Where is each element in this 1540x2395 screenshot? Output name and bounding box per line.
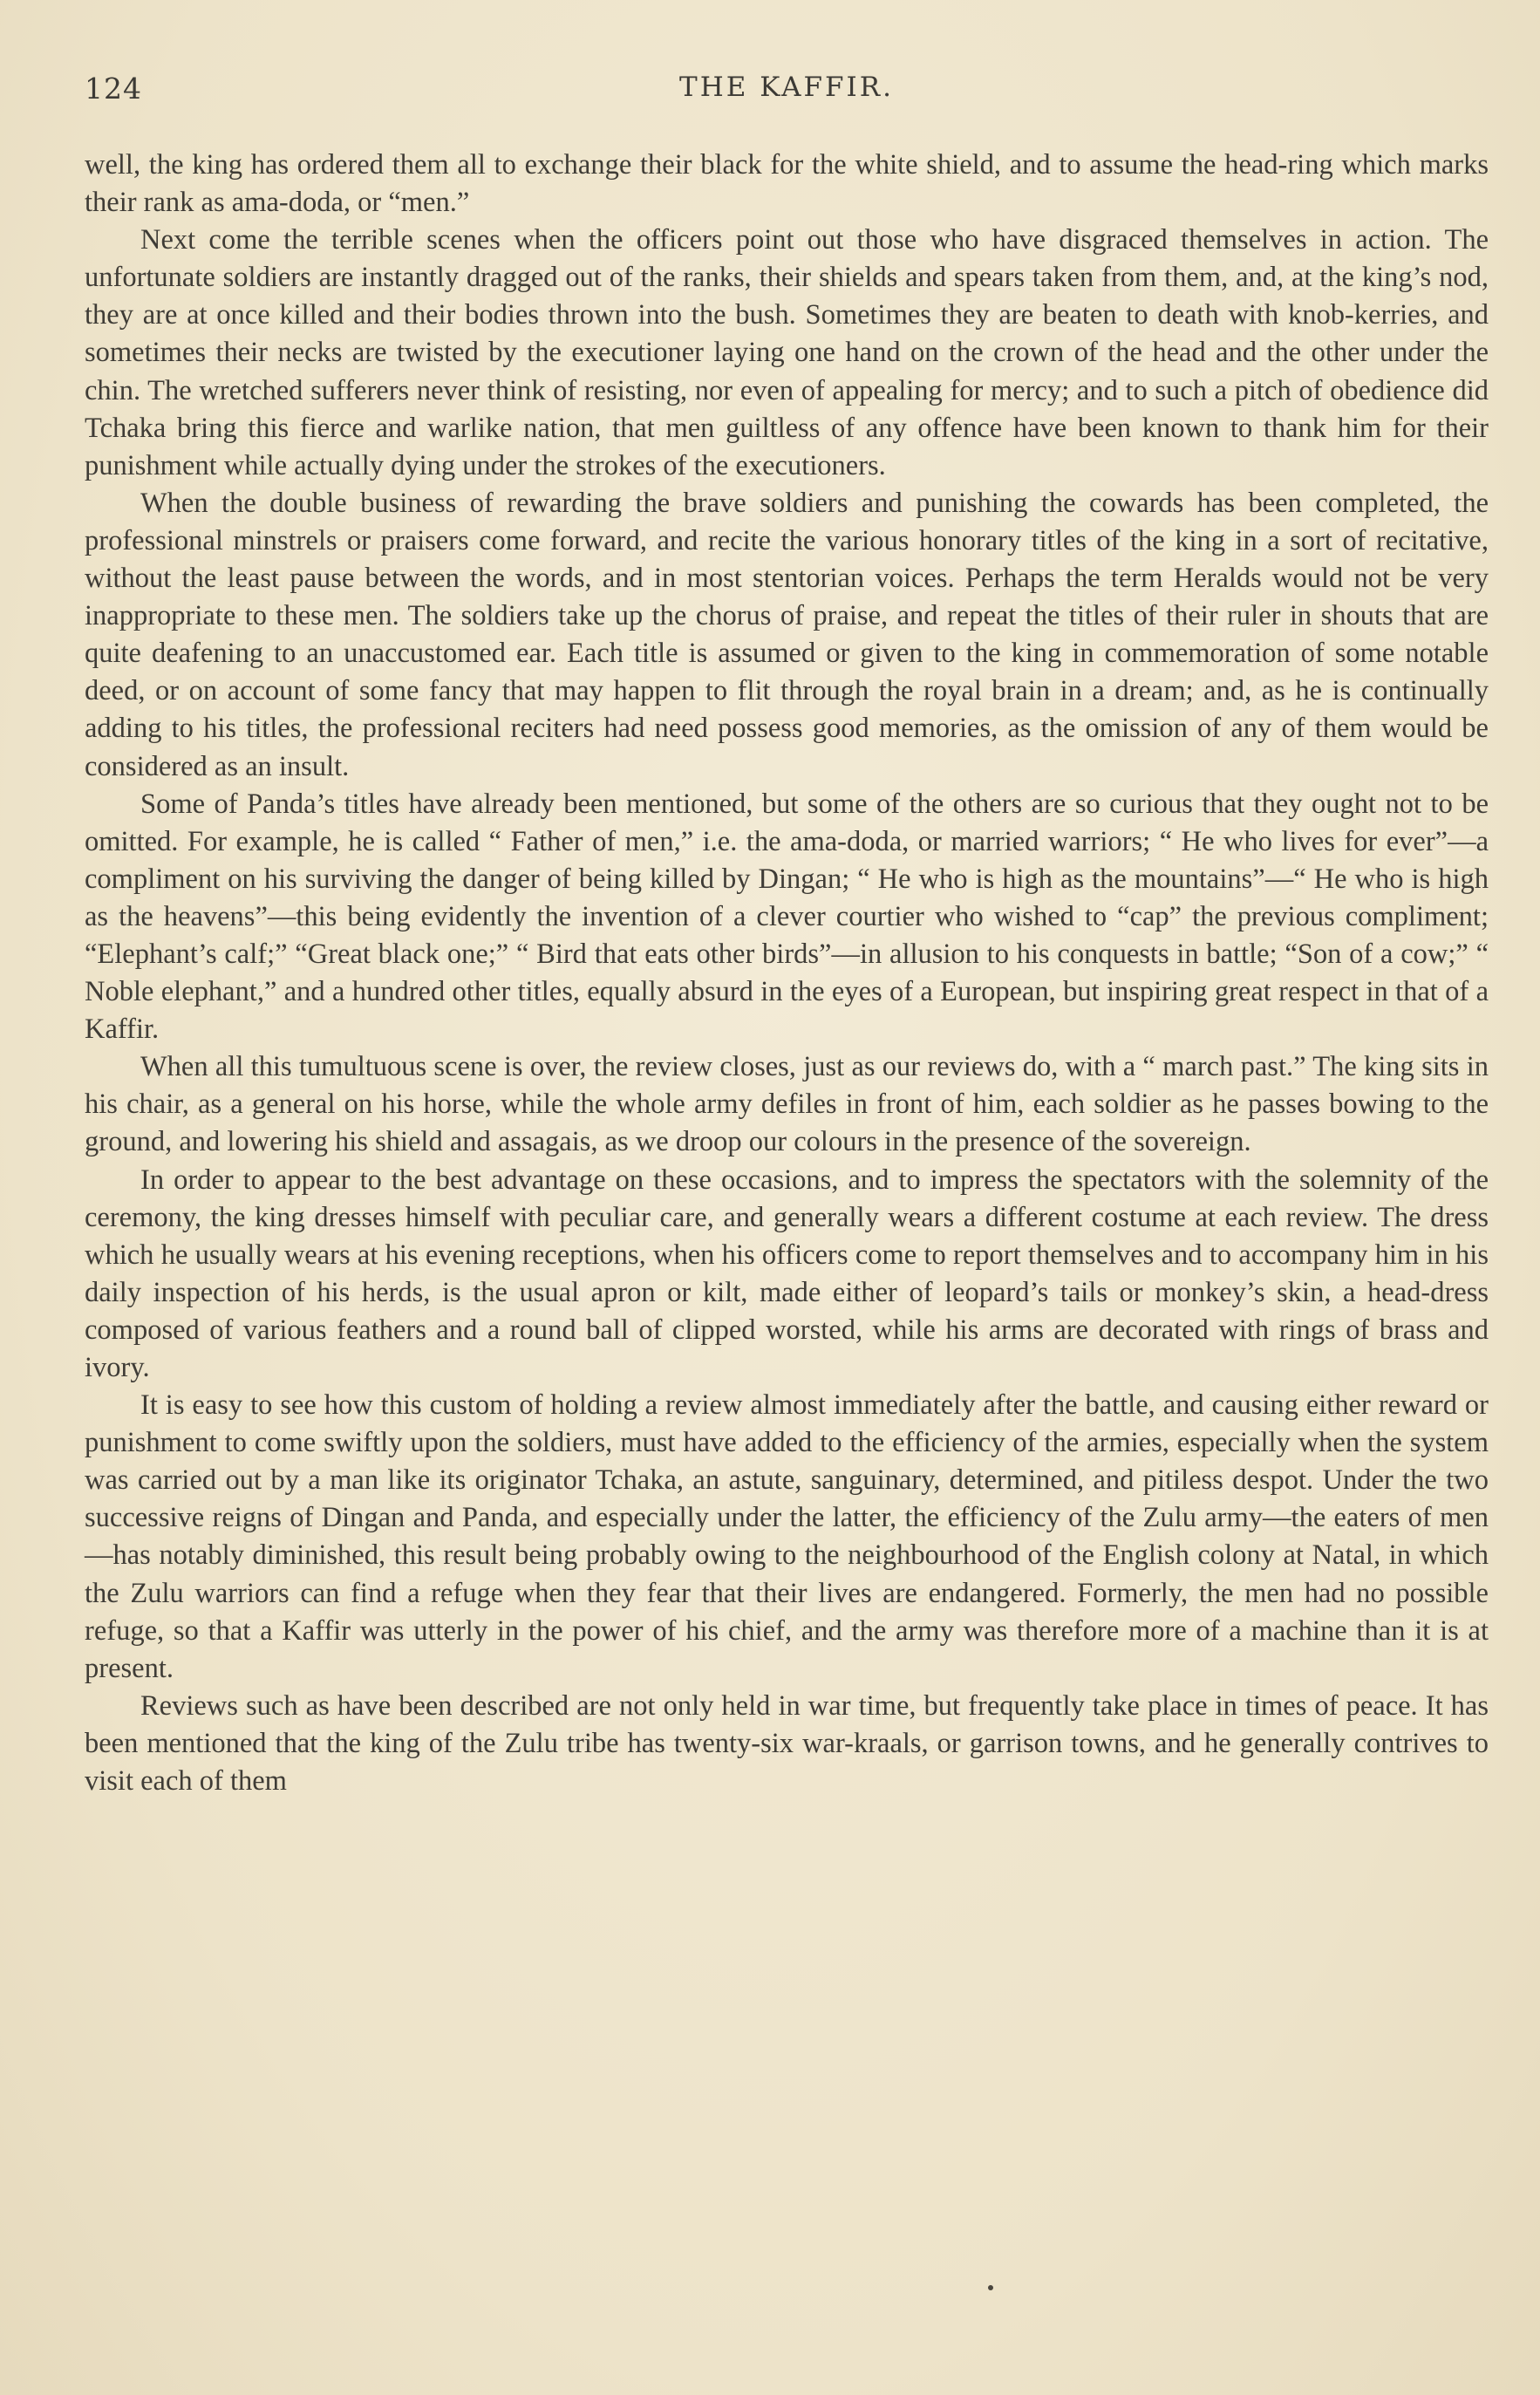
- paragraph: When the double business of rewarding the brave soldiers and punishing the cowards has been completed, the professional minstrels or praisers come forward, and recite the various honorary titles of the king in a sort of recitative, without the least pause between the words, and in most stentorian voices. Perhaps the term Heralds would not be very inappropriate to these men. The soldiers take up the chorus of praise, and repeat the titles of their ruler in shouts that are quite deafening to an unaccustomed ear. Each title is assumed or given to the king in commemoration of some notable deed, or on account of some fancy that may happen to flit through the royal brain in a dream; and, as he is continually adding to his titles, the professional reciters had need possess good memories, as the omission of any of them would be considered as an insult.: [85, 487, 1489, 782]
- running-head: THE KAFFIR.: [679, 72, 894, 103]
- page-number: 124: [85, 72, 142, 106]
- paragraph: Next come the terrible scenes when the officers point out those who have disgraced themselves in action. The unfortunate soldiers are instantly dragged out of the ranks, their shields and spears taken from them, and, at the king’s nod, they are at once killed and their bodies thrown into the bush. Sometimes they are beaten to death with knob-kerries, and sometimes their necks are twisted by the executioner laying one hand on the crown of the head and the other under the chin. The wretched sufferers never think of resisting, nor even of appealing for mercy; and to such a pitch of obedience did Tchaka bring this fierce and warlike nation, that men guiltless of any offence have been known to thank him for their punishment while actually dying under the strokes of the executioners.: [85, 224, 1489, 481]
- body-text: [85, 147, 1489, 1800]
- paragraph: It is easy to see how this custom of holding a review almost immediately after the battle, and causing either reward or punishment to come swiftly upon the soldiers, must have added to the efficiency of the armies, especially when the system was carried out by a man like its originator Tchaka, an astute, sanguinary, determined, and pitiless despot. Under the two successive reigns of Dingan and Panda, and especially under the latter, the efficiency of the Zulu army—the eaters of men—has notably diminished, this result being probably owing to the neighbourhood of the English colony at Natal, in which the Zulu warriors can find a refuge when they fear that their lives are endangered. Formerly, the men had no possible refuge, so that a Kaffir was utterly in the power of his chief, and the army was therefore more of a machine than it is at present.: [85, 1389, 1489, 1684]
- paragraph: When all this tumultuous scene is over, the review closes, just as our reviews do, with a “ march past.” The king sits in his chair, as a general on his horse, while the whole army defiles in front of him, each soldier as he passes bowing to the ground, and lowering his shield and assagais, as we droop our colours in the presence of the sovereign.: [85, 1051, 1489, 1158]
- paragraph: Reviews such as have been described are not only held in war time, but frequently take place in times of peace. It has been mentioned that the king of the Zulu tribe has twenty-six war-kraals, or garrison towns, and he generally contrives to visit each of them: [85, 1689, 1489, 1798]
- paragraph: Some of Panda’s titles have already been mentioned, but some of the others are so curious that they ought not to be omitted. For example, he is called “ Father of men,” i.e. the ama-doda, or married warriors; “ He who lives for ever”—a compliment on his surviving the danger of being killed by Dingan; “ He who is high as the mountains”—“ He who is high as the heavens”—this being evidently the invention of a clever courtier who wished to “cap” the previous compliment; “Elephant’s calf;” “Great black one;” “ Bird that eats other birds”—in allusion to his conquests in battle; “Son of a cow;” “ Noble elephant,” and a hundred other titles, equally absurd in the eyes of a European, but inspiring great respect in that of a Kaffir.: [85, 788, 1489, 1046]
- ink-speck: [988, 2285, 993, 2290]
- page-header: [85, 72, 1489, 115]
- paragraph: In order to appear to the best advantage on these occasions, and to impress the spectators with the solemnity of the ceremony, the king dresses himself with peculiar care, and generally wears a different costume at each review. The dress which he usually wears at his evening receptions, when his officers come to report themselves and to accompany him in his daily inspection of his herds, is the usual apron or kilt, made either of leopard’s tails or monkey’s skin, a head-dress composed of various feathers and a round ball of clipped worsted, while his arms are decorated with rings of brass and ivory.: [85, 1163, 1489, 1383]
- paragraph-continued: well, the king has ordered them all to exchange their black for the white shield, and to assume the head-ring which marks their rank as ama-doda, or “men.”: [85, 149, 1489, 219]
